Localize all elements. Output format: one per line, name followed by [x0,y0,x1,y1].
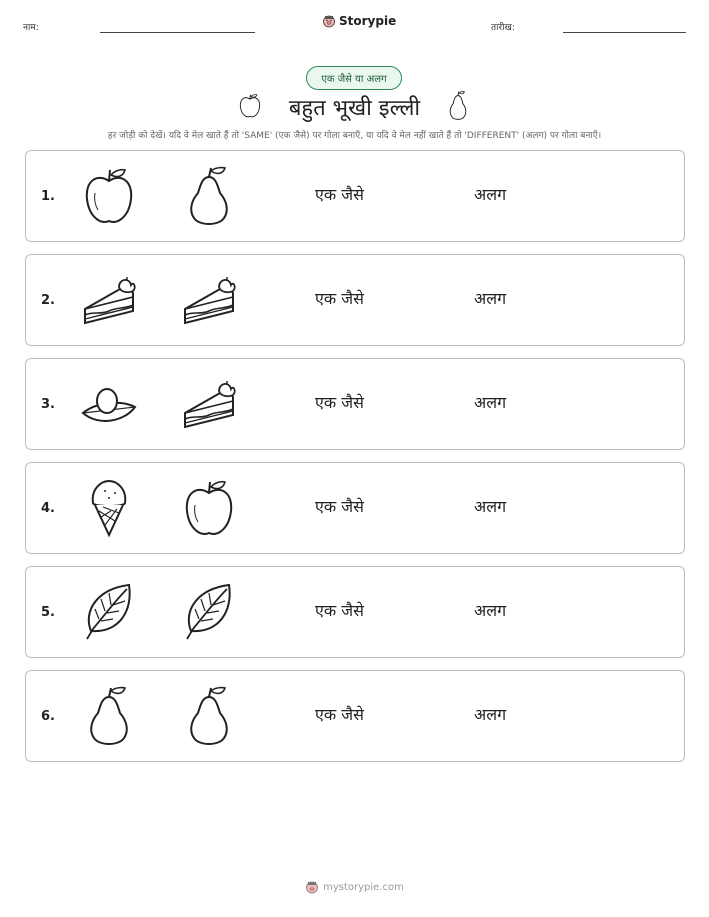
question-number: 1. [41,189,55,204]
question-number: 3. [41,397,55,412]
option-same[interactable]: एक जैसे [315,705,364,724]
option-different[interactable]: अलग [474,497,507,516]
option-different[interactable]: अलग [474,601,507,620]
pear-icon [178,685,240,747]
pear-icon [178,165,240,227]
pear-icon [78,685,140,747]
apple-icon [178,477,240,539]
pear-icon [446,90,470,122]
option-same[interactable]: एक जैसे [315,393,364,412]
title-row [0,90,709,122]
ice-cream-icon [78,477,140,539]
header [0,14,709,38]
cake-icon [78,269,140,331]
page-title: बहुत भूखी इल्ली [288,96,421,121]
cake-icon [178,373,240,435]
apple-icon [78,165,140,227]
option-same[interactable]: एक जैसे [315,289,364,308]
question-card-3 [25,358,685,450]
egg-on-leaf-icon [78,373,140,435]
question-number: 2. [41,293,55,308]
name-blank-line [100,32,255,33]
question-number: 5. [41,605,55,620]
topic-pill: एक जैसे या अलग [306,66,402,90]
name-label: नाम: [23,23,39,33]
brand-name: Storypie [339,14,397,28]
pig-mascot-icon [322,14,336,28]
footer-url[interactable]: mystorypie.com [323,881,404,893]
option-different[interactable]: अलग [474,289,507,308]
question-card-2 [25,254,685,346]
leaf-icon [178,581,240,643]
cake-icon [178,269,240,331]
option-different[interactable]: अलग [474,185,507,204]
brand-logo [322,14,396,28]
pig-mascot-icon [305,880,319,894]
question-number: 6. [41,709,55,724]
date-label: तारीख: [491,23,515,33]
option-same[interactable]: एक जैसे [315,497,364,516]
option-same[interactable]: एक जैसे [315,601,364,620]
question-number: 4. [41,501,55,516]
option-different[interactable]: अलग [474,393,507,412]
option-different[interactable]: अलग [474,705,507,724]
question-card-1 [25,150,685,242]
leaf-icon [78,581,140,643]
option-same[interactable]: एक जैसे [315,185,364,204]
date-blank-line [563,32,686,33]
question-card-4 [25,462,685,554]
question-card-5 [25,566,685,658]
instructions: हर जोड़ी को देखें। यदि वे मेल खाते हैं तो 'SAME' (एक जैसे) पर गोला बनाएँ, या यदि वे मेल नहीं खाते हैं तो 'DIFFERENT' (अलग) पर गोला बनाएँ। [107,131,602,141]
question-card-6 [25,670,685,762]
footer [0,880,709,894]
